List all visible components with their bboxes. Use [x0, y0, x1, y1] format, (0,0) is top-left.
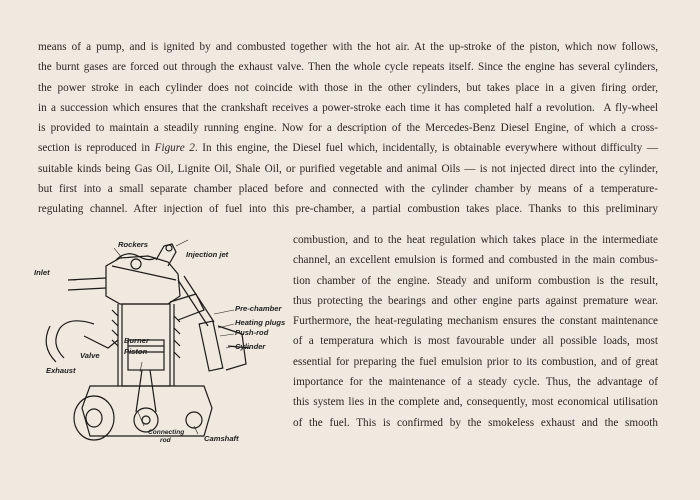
text-line: means of a pump, and is ignited by and combusted together with the hot air. At the up-stroke of the piston, which now follows, [38, 41, 658, 53]
text-line [38, 98, 658, 118]
text-line: this system lies in the complete and, consequently, most economical utilisation [293, 396, 658, 409]
label-piston: Piston [124, 347, 148, 356]
label-rod: rod [160, 437, 171, 444]
text-line: the burnt gases are forced out through the exhaust valve. Then the whole cycle repeats itself. Since the engine has several cylinders, [38, 61, 658, 74]
text-line: is provided to maintain a steadily running engine. Now for a description of the Mercedes-Benz Diesel Engine, of which a cross- [38, 122, 658, 135]
text-line: Furthermore, the heat-regulating mechanism ensures the constant maintenance [293, 315, 658, 328]
label-heating-plugs: Heating plugs [235, 318, 286, 327]
text-fragment: section is reproduced in [38, 142, 150, 155]
label-injection-jet: Injection jet [186, 250, 229, 259]
label-rockers: Rockers [118, 240, 148, 249]
column-paragraph [293, 230, 658, 433]
text-line: tion chamber of the engine. Steady and uniform combustion is the result, [293, 274, 658, 287]
label-valve: Valve [80, 351, 100, 360]
text-fragment: A fly-wheel [603, 101, 659, 114]
text-line: channel, an excellent emulsion is formed and combusted in the main combus- [293, 254, 658, 267]
figure-reference: Figure 2 [154, 142, 195, 155]
label-inlet: Inlet [34, 268, 50, 277]
text-line: the power stroke in each cylinder does not coincide with those in the other cylinders, but takes place in a given firing order, [38, 81, 658, 94]
label-burner: Burner [124, 336, 149, 345]
text-line: thus protecting the bearings and other engine parts against premature wear. [293, 294, 658, 307]
label-exhaust: Exhaust [46, 366, 76, 375]
text-line: regulating channel. After injection of fuel into this pre-chamber, a partial combustion takes place. Thanks to this preliminary [38, 203, 658, 216]
label-pre-chamber: Pre-chamber [235, 304, 282, 313]
text-line: essential for preparing the fuel emulsion prior to its combustion, and of great [293, 355, 658, 368]
text-fragment: . In this engine, the Diesel fuel which, incidentally, is obtainable everywhere without difficulty — [194, 142, 659, 155]
text-line [38, 138, 658, 158]
label-camshaft: Camshaft [204, 434, 239, 443]
label-connecting: Connecting [148, 429, 185, 436]
text-line: of a temperatura which is most favourable under all possible loads, most [293, 335, 658, 348]
text-line: of the fuel. This is confirmed by the smokeless exhaust and the smooth [293, 416, 658, 429]
engine-cross-section-figure [28, 236, 286, 450]
text-line: importance for the maintenance of a steady cycle. Thus, the advantage of [293, 376, 658, 389]
text-fragment: in a succession which ensures that the crankshaft receives a power-stroke each time it has completed half a revolution. [38, 101, 595, 114]
text-line: but first into a small separate chamber placed before and connected with the cylinder chamber by means of a temperature- [38, 183, 658, 196]
label-push-rod: Push-rod [235, 328, 269, 337]
top-paragraph [38, 37, 658, 220]
label-cylinder: Cylinder [235, 342, 266, 351]
text-line: combustion, and to the heat regulation which takes place in the intermediate [293, 234, 658, 246]
text-line: suitable kinds being Gas Oil, Lignite Oil, Shale Oil, or purified vegetable and animal Oils — is not injected direct into the cylinder, [38, 162, 658, 175]
